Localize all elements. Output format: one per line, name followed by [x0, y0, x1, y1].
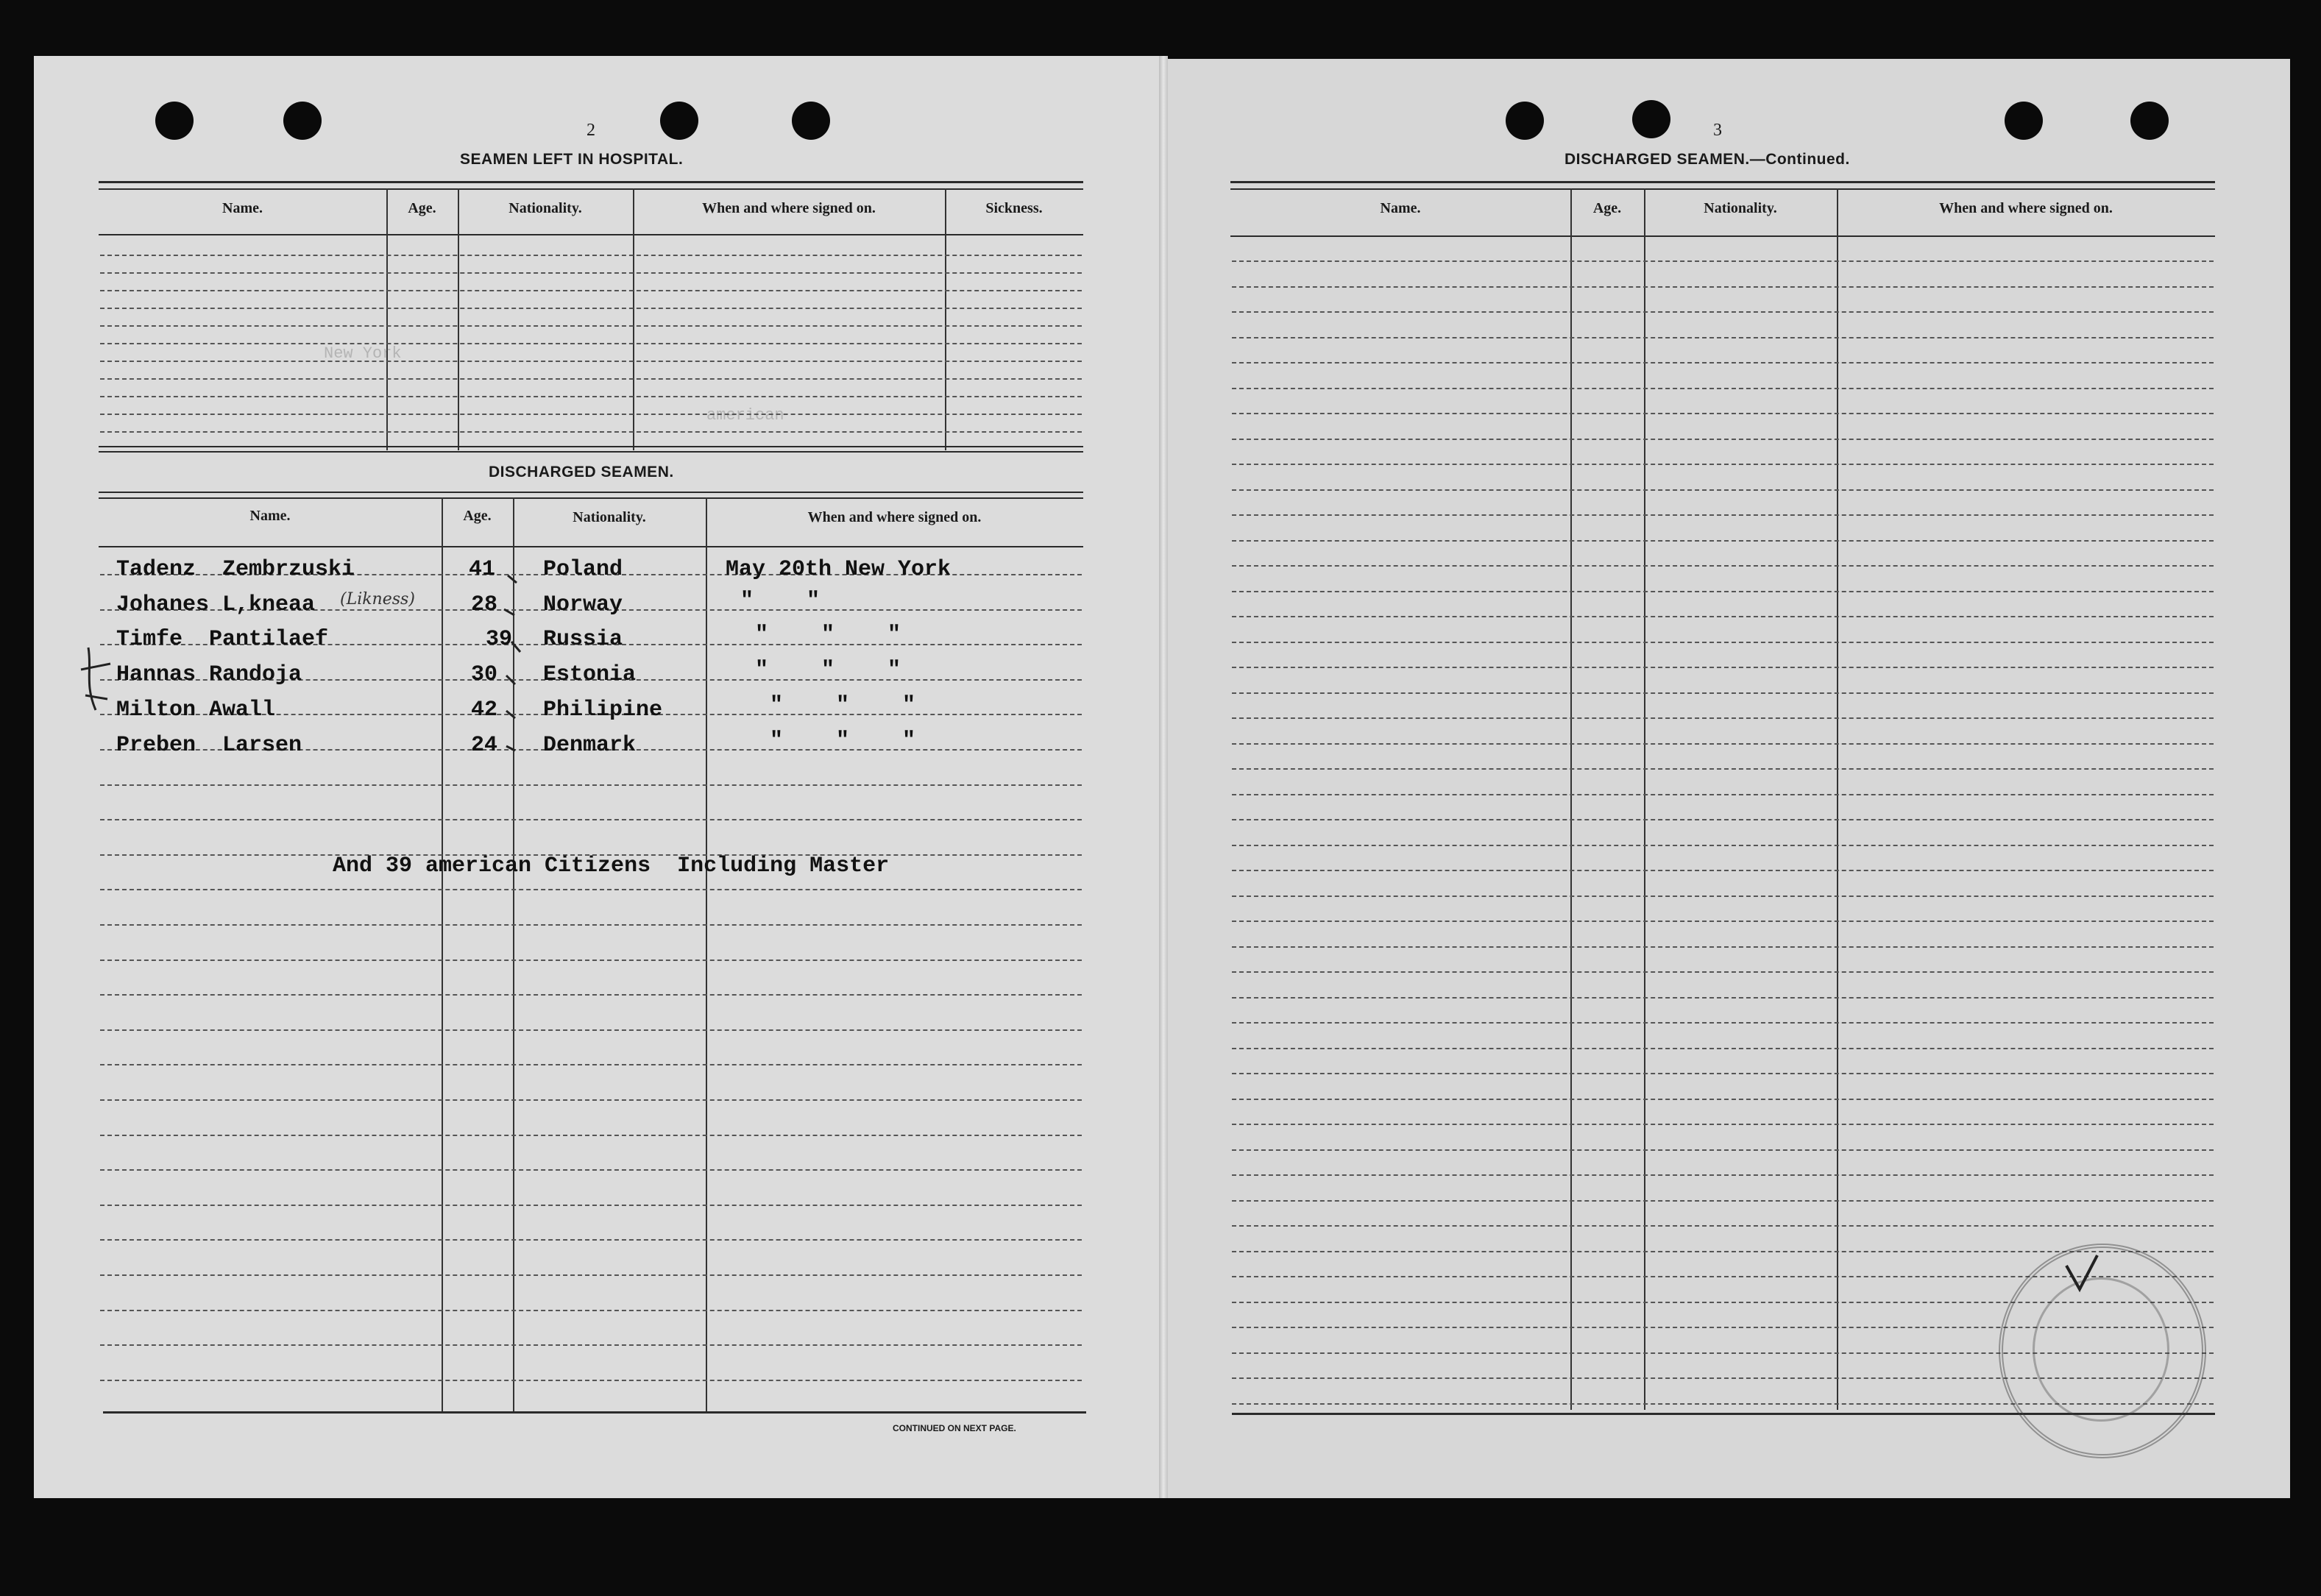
ruled-line	[100, 1380, 1082, 1381]
table-rule	[99, 546, 1083, 547]
discharged-header-age: Age.	[463, 508, 492, 524]
punch-hole-icon	[1632, 100, 1670, 138]
ruled-line	[100, 960, 1082, 961]
seaman-age: 39	[486, 627, 513, 652]
ruled-line	[1232, 743, 2214, 745]
ruled-line	[100, 1310, 1082, 1311]
ruled-line	[1232, 768, 2214, 770]
ruled-line	[100, 1099, 1082, 1101]
seaman-signed-on: " " "	[770, 728, 916, 753]
ruled-line	[1232, 971, 2214, 973]
column-divider	[1644, 188, 1645, 1410]
table-rule	[1230, 188, 2215, 190]
ruled-line	[1232, 591, 2214, 592]
ruled-line	[1232, 1048, 2214, 1049]
ruled-line	[1232, 413, 2214, 414]
discharged-header-name: Name.	[249, 508, 291, 524]
ruled-line	[1232, 362, 2214, 363]
ruled-line	[100, 1239, 1082, 1241]
ruled-line	[100, 414, 1082, 415]
seaman-nationality: Russia	[543, 627, 623, 652]
column-divider	[1570, 188, 1572, 1410]
seaman-name: Milton Awall	[116, 698, 276, 723]
seaman-nationality: Norway	[543, 592, 623, 617]
ruled-line	[100, 396, 1082, 397]
discharged-section-title: DISCHARGED SEAMEN.	[489, 464, 674, 480]
hospital-header-age: Age.	[408, 200, 436, 216]
seaman-age: 24	[471, 733, 498, 758]
punch-hole-icon	[1506, 102, 1544, 140]
ruled-line	[100, 1169, 1082, 1171]
page-number: 3	[1713, 121, 1722, 140]
ruled-line	[1232, 616, 2214, 617]
ruled-line	[1232, 1200, 2214, 1202]
discharged-header-signed-on: When and where signed on.	[807, 509, 982, 525]
ruled-line	[1232, 895, 2214, 897]
table-rule	[99, 451, 1083, 453]
ruled-line	[1232, 870, 2214, 871]
ruled-line	[1232, 1099, 2214, 1100]
bleed-through-text: New York	[324, 344, 402, 363]
ruled-line	[100, 784, 1082, 786]
ruled-line	[100, 272, 1082, 274]
ruled-line	[100, 819, 1082, 820]
seaman-age: 30	[471, 662, 498, 687]
ruled-line	[1232, 794, 2214, 795]
ruled-line	[100, 1029, 1082, 1031]
table-bottom-rule	[103, 1411, 1086, 1414]
table-rule	[99, 497, 1083, 499]
ruled-line	[100, 1274, 1082, 1276]
bleed-through-text: american	[706, 406, 784, 425]
seaman-nationality: Philipine	[543, 698, 663, 723]
ruled-line	[100, 290, 1082, 291]
ruled-line	[100, 924, 1082, 926]
seaman-signed-on: May 20th New York	[726, 557, 952, 582]
column-divider	[633, 188, 634, 450]
discharged-continued-title: DISCHARGED SEAMEN.—Continued.	[1565, 151, 1850, 168]
table-rule	[99, 492, 1083, 493]
continued-header-name: Name.	[1380, 200, 1421, 216]
seaman-nationality: Poland	[543, 557, 623, 582]
ruled-line	[1232, 311, 2214, 313]
ruled-line	[1232, 565, 2214, 567]
ruled-line	[100, 994, 1082, 996]
ruled-line	[1232, 337, 2214, 338]
ruled-line	[1232, 819, 2214, 820]
ruled-line	[100, 1135, 1082, 1136]
ruled-line	[1232, 1149, 2214, 1151]
continued-header-age: Age.	[1592, 200, 1622, 216]
ruled-line	[100, 889, 1082, 890]
column-divider	[1837, 188, 1838, 1410]
punch-hole-icon	[792, 102, 830, 140]
seaman-signed-on: " " "	[770, 693, 916, 718]
seaman-age: 42	[471, 698, 498, 723]
seaman-age: 41	[469, 557, 496, 582]
table-rule	[1230, 181, 2215, 183]
hospital-header-name: Name.	[222, 200, 263, 216]
ruled-line	[1232, 1174, 2214, 1176]
ruled-line	[1232, 1073, 2214, 1074]
ruled-line	[100, 1205, 1082, 1206]
seaman-name: Tadenz Zembrzuski	[116, 557, 355, 582]
table-rule	[99, 446, 1083, 447]
seaman-name: Hannas Randoja	[116, 662, 302, 687]
ruled-line	[100, 378, 1082, 380]
column-divider	[945, 188, 946, 450]
punch-hole-icon	[2130, 102, 2169, 140]
ruled-line	[100, 1064, 1082, 1065]
seaman-name: Preben Larsen	[116, 733, 302, 758]
column-divider	[458, 188, 459, 450]
ruled-line	[1232, 667, 2214, 668]
ruled-line	[1232, 1124, 2214, 1125]
ruled-line	[1232, 642, 2214, 643]
table-rule	[99, 234, 1083, 235]
ruled-line	[1232, 845, 2214, 846]
checkmark-icon	[2060, 1251, 2105, 1295]
punch-hole-icon	[660, 102, 698, 140]
seaman-signed-on: " " "	[755, 658, 901, 683]
ruled-line	[1232, 489, 2214, 491]
ruled-line	[100, 325, 1082, 327]
column-divider	[386, 188, 388, 450]
ruled-line	[1232, 946, 2214, 948]
ruled-line	[1232, 1022, 2214, 1024]
summary-note: And 39 american Citizens Including Master	[333, 854, 890, 879]
ruled-line	[100, 1344, 1082, 1346]
seaman-signed-on: " "	[740, 589, 821, 614]
ruled-line	[1232, 540, 2214, 542]
seaman-nationality: Estonia	[543, 662, 637, 687]
seaman-signed-on: " " "	[755, 623, 901, 648]
page-number: 2	[587, 121, 595, 140]
punch-hole-icon	[283, 102, 322, 140]
handwritten-annotation: (Likness)	[340, 590, 415, 609]
ruled-line	[1232, 464, 2214, 465]
handwritten-tick-marks	[74, 559, 545, 765]
seaman-name: Timfe Pantilaef	[116, 627, 329, 652]
ruled-line	[100, 343, 1082, 344]
ruled-line	[1232, 1225, 2214, 1227]
table-rule	[99, 181, 1083, 183]
discharged-header-nationality: Nationality.	[573, 509, 646, 525]
ruled-line	[100, 361, 1082, 362]
page-gutter	[1159, 56, 1168, 1498]
ruled-line	[1232, 439, 2214, 440]
seaman-age: 28	[471, 592, 498, 617]
ruled-line	[1232, 388, 2214, 389]
hospital-section-title: SEAMEN LEFT IN HOSPITAL.	[460, 151, 684, 168]
table-rule	[1230, 235, 2215, 237]
ruled-line	[1232, 997, 2214, 999]
ruled-line	[1232, 286, 2214, 288]
ruled-line	[1232, 514, 2214, 516]
ruled-line	[1232, 260, 2214, 262]
seaman-name: Johanes L,kneaa	[116, 592, 316, 617]
ruled-line	[100, 431, 1082, 433]
hospital-header-nationality: Nationality.	[509, 200, 582, 216]
ruled-line	[1232, 692, 2214, 694]
seaman-nationality: Denmark	[543, 733, 637, 758]
ruled-line	[1232, 921, 2214, 922]
ruled-line	[1232, 717, 2214, 719]
hospital-header-sickness: Sickness.	[985, 200, 1043, 216]
continued-header-nationality: Nationality.	[1704, 200, 1777, 216]
continued-footer: CONTINUED ON NEXT PAGE.	[893, 1423, 1016, 1433]
table-rule	[99, 188, 1083, 190]
punch-hole-icon	[2005, 102, 2043, 140]
hospital-header-signed-on: When and where signed on.	[702, 200, 876, 216]
punch-hole-icon	[155, 102, 194, 140]
ruled-line	[100, 308, 1082, 309]
ruled-line	[100, 255, 1082, 256]
continued-header-signed-on: When and where signed on.	[1939, 200, 2113, 216]
